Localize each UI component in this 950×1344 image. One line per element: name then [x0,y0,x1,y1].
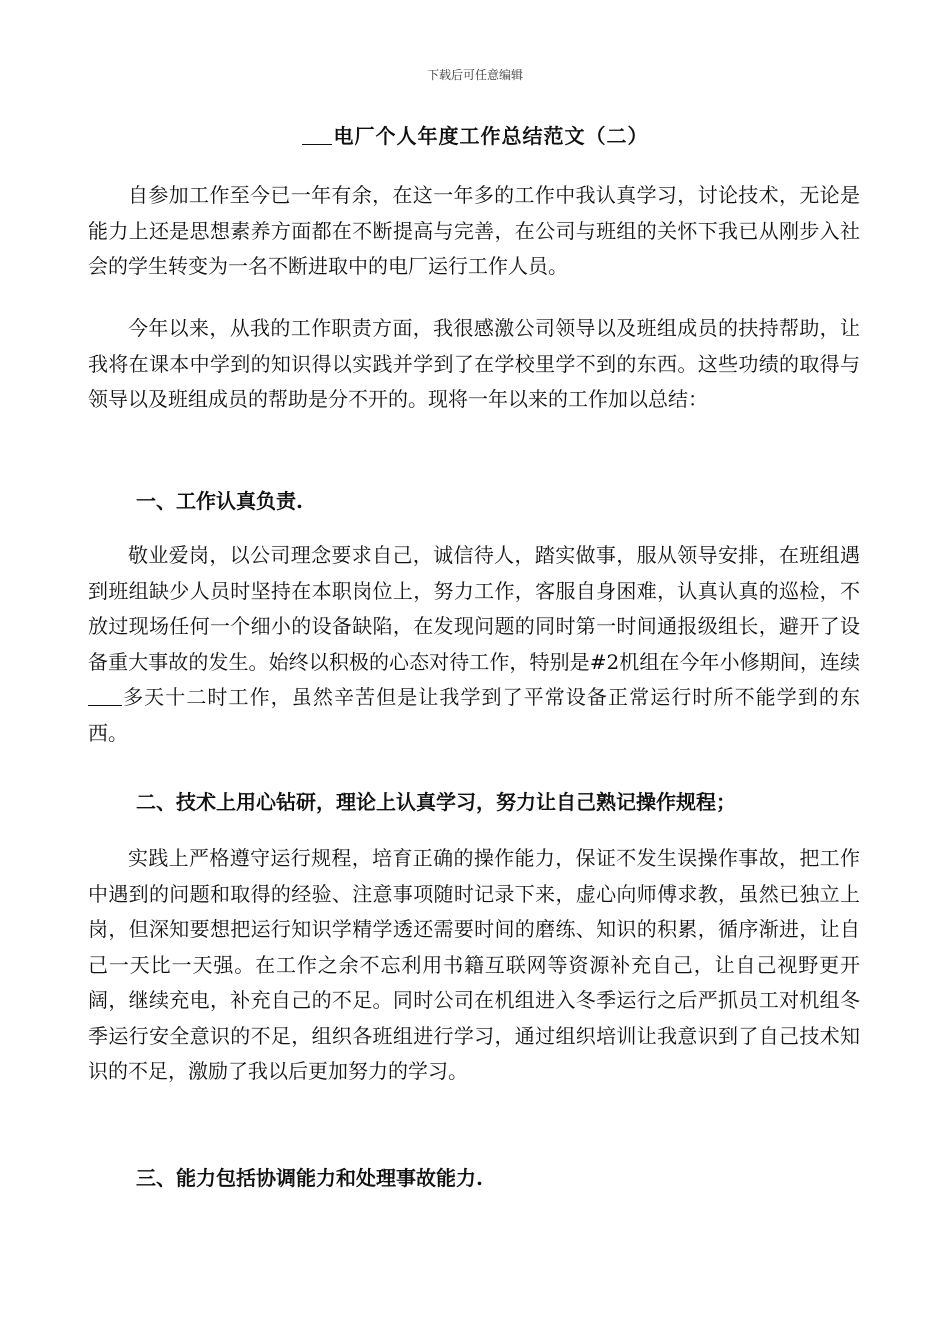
section-heading-2: 二、技术上用心钻研，理论上认真学习，努力让自己熟记操作规程； [136,790,736,814]
title-blank-underline [302,126,332,145]
paragraph-3 [88,538,860,751]
paragraph-responsibility [88,538,860,751]
paragraph-summary-intro [88,311,860,418]
paragraph-4: 实践上严格遵守运行规程，培育正确的操作能力，保证不发生误操作事故，把工作中遇到的问题和取得的经验、注意事项随时记录下来，虚心向师傅求教，虽然已独立上岗，但深知要想把运行知识学精学透还需要时间的磨练、知识的积累，循序渐进，让自己一天比一天强。在工作之余不忘利用书籍互联网等资源补充自己，让自己视野更开阔，继续充电，补充自己的不足。同时公司在机组进入冬季运行之后严抓员工对机组冬季运行安全意识的不足，组织各班组进行学习，通过组织培训让我意识到了自己技术知识的不足，激励了我以后更加努力的学习。 [88,846,860,1083]
paragraph-1: 自参加工作至今已一年有余，在这一年多的工作中我认真学习，讨论技术，无论是能力上还是思想素养方面都在不断提高与完善，在公司与班组的关怀下我已从刚步入社会的学生转变为一名不断进取中的电厂运行工作人员。 [88,183,860,278]
section-heading-3: 三、能力包括协调能力和处理事故能力. [136,1166,483,1190]
paragraph-technical-study [88,841,860,1090]
inline-blank-underline [88,687,122,706]
section-heading-1: 一、工作认真负责. [136,489,303,513]
document-title-text: 电厂个人年度工作总结范文（二） [333,124,649,148]
document-title [0,120,950,149]
paragraph-2: 今年以来，从我的工作职责方面，我很感激公司领导以及班组成员的扶持帮助，让我将在课本中学到的知识得以实践并学到了在学校里学不到的东西。这些功绩的取得与领导以及班组成员的帮助是分不开的。现将一年以来的工作加以总结： [88,316,860,411]
paragraph-3-part-a: 敬业爱岗，以公司理念要求自己，诚信待人，踏实做事，服从领导安排，在班组遇到班组缺少人员时坚持在本职岗位上，努力工作，客服自身困难，认真认真的巡检，不放过现场任何一个细小的设备缺陷，在发现问题的同时第一时间通报级组长，避开了设备重大事故的发生。始终以积极的心态对待工作，特别是#2机组在今年小修期间，连续 [88,543,860,674]
header-note: 下载后可任意编辑 [426,68,523,82]
paragraph-3-part-b: 多天十二时工作，虽然辛苦但是让我学到了平常设备正常运行时所不能学到的东西。 [88,685,860,745]
paragraph-intro [88,178,860,285]
